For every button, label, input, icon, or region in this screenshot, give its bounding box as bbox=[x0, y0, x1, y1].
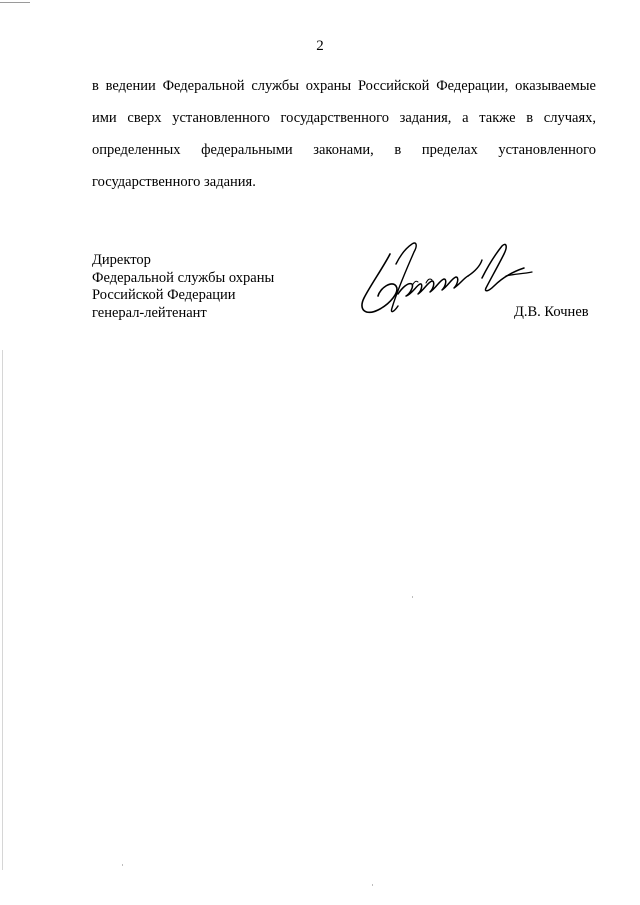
body-paragraph bbox=[92, 76, 596, 204]
scan-artifact-left-edge bbox=[2, 350, 3, 870]
page-number: 2 bbox=[316, 38, 324, 54]
signer-name: Д.В. Кочнев bbox=[514, 304, 589, 320]
signer-title-line: Директор bbox=[92, 252, 151, 268]
signer-title-line: Российской Федерации bbox=[92, 287, 236, 303]
scan-artifact-top bbox=[0, 2, 30, 3]
paragraph-line: ими сверх установленного государственного задания, а также в случаях, bbox=[92, 110, 596, 126]
paragraph-line: определенных федеральными законами, в пределах установленного bbox=[92, 142, 596, 158]
paragraph-line: государственного задания. bbox=[92, 174, 256, 190]
signer-title-line: Федеральной службы охраны bbox=[92, 269, 275, 286]
signer-title-line: генерал-лейтенант bbox=[92, 304, 207, 321]
scan-speck bbox=[122, 864, 123, 866]
signer-title-block bbox=[92, 252, 274, 322]
scan-speck bbox=[412, 596, 413, 598]
scan-speck bbox=[372, 884, 373, 886]
paragraph-line: в ведении Федеральной службы охраны Российской Федерации, оказываемые bbox=[92, 78, 596, 94]
